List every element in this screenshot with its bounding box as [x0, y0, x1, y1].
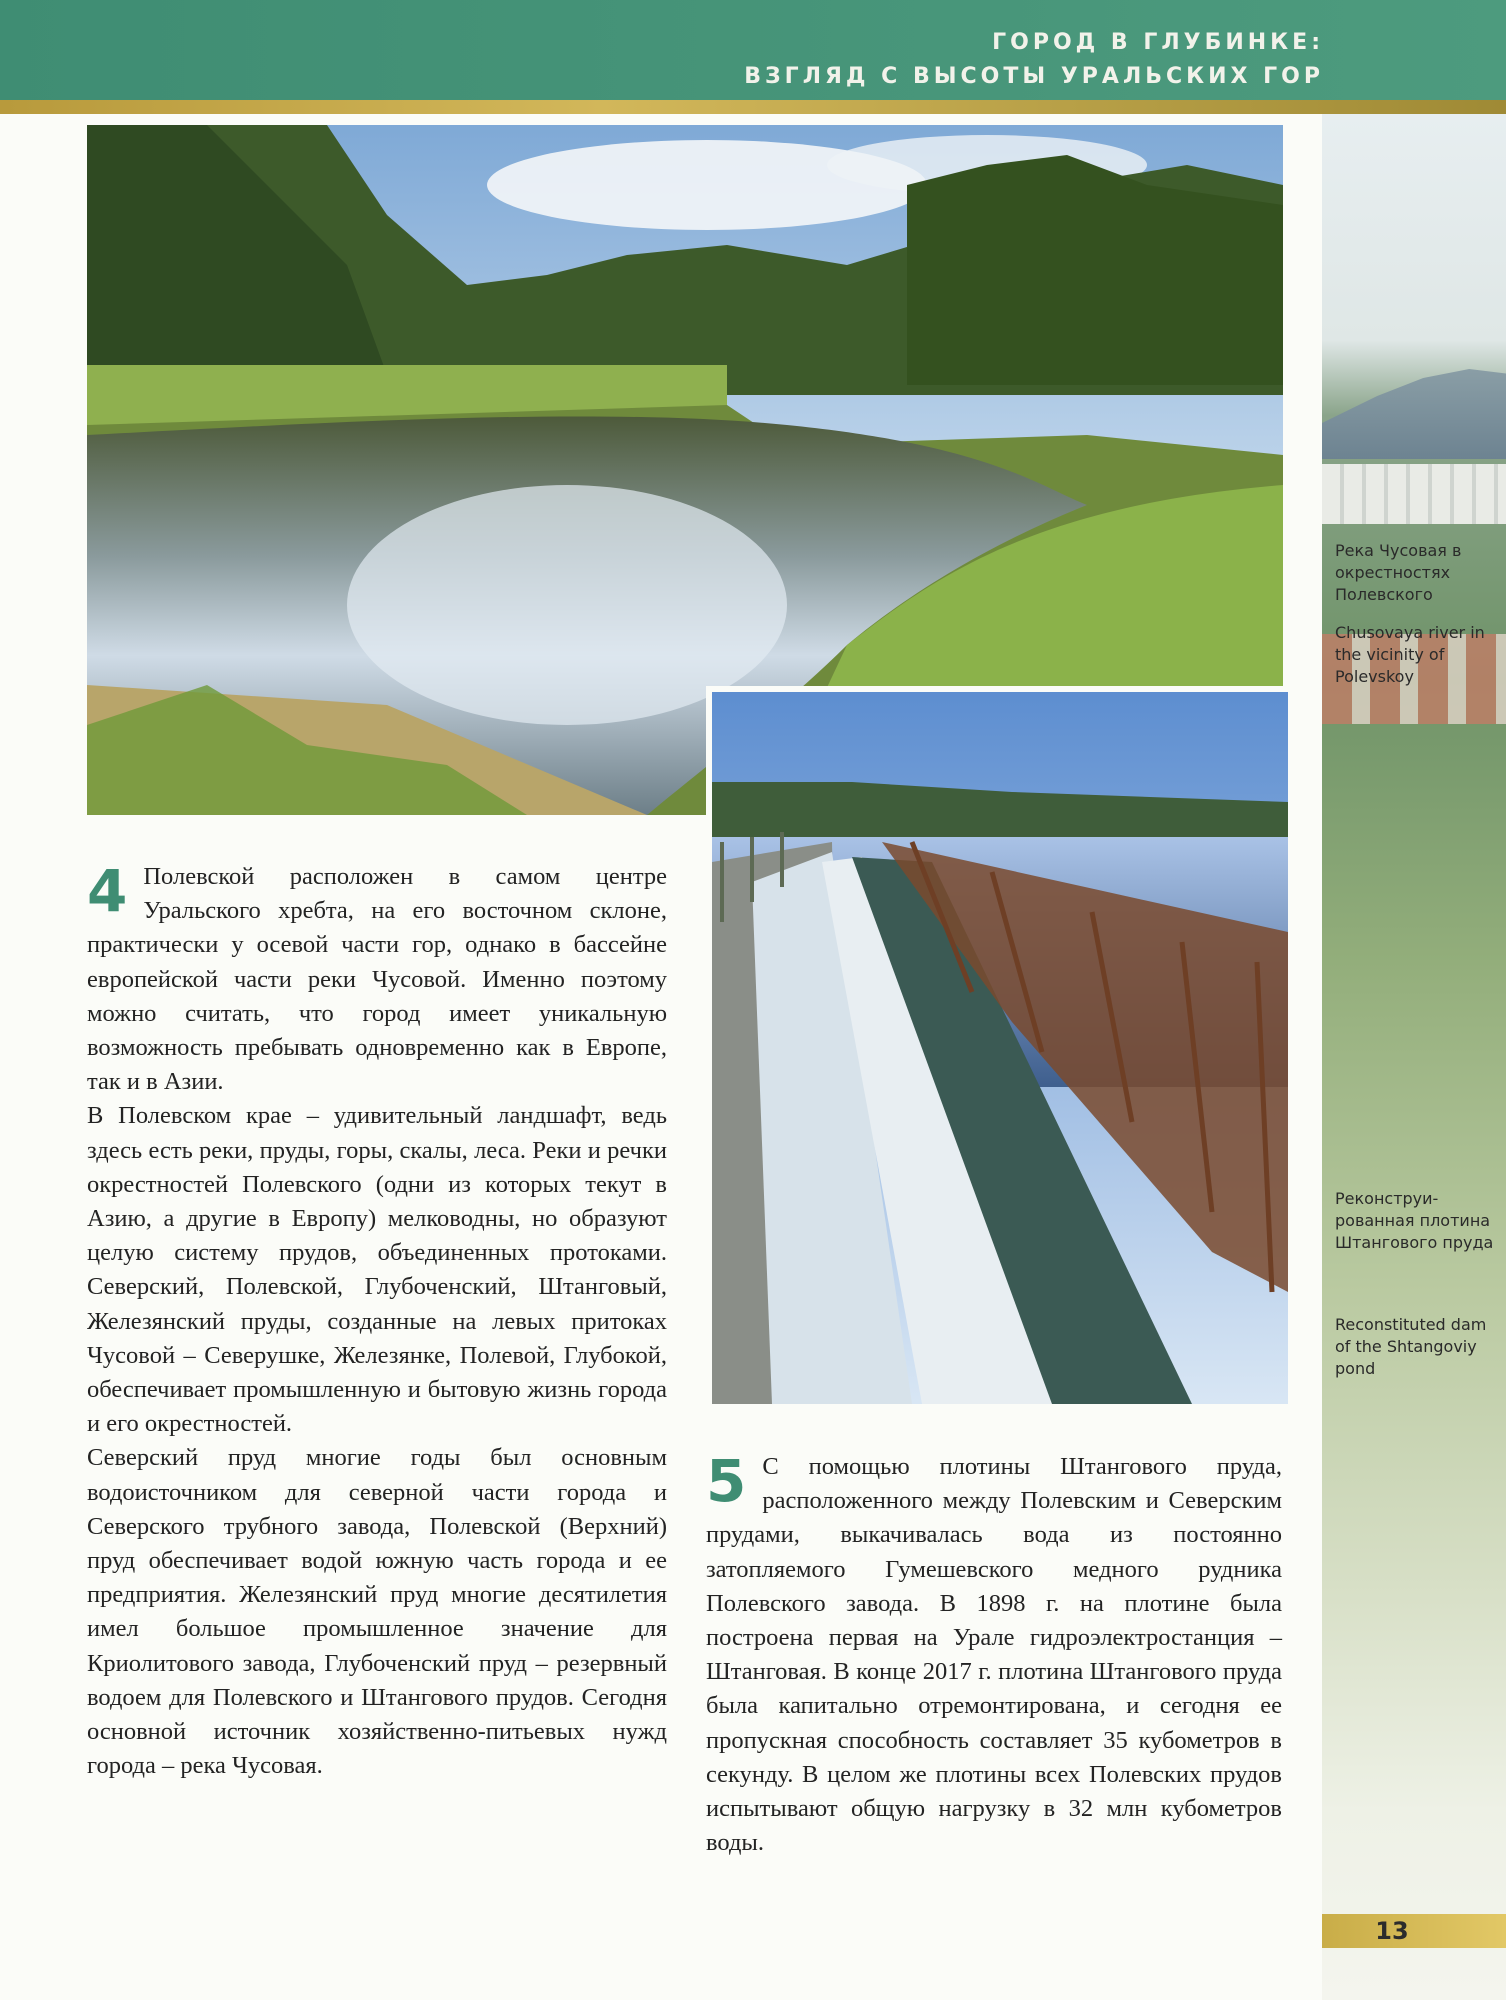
section-5-number: 5 [706, 1447, 747, 1515]
section-5-text [706, 1447, 1282, 1860]
section-4-paragraph-3: Северский пруд многие годы был основным водоисточником для северной части города и Северского трубного завода, Полевской (Верхний) пруд обеспечивает водой южную часть города и ее предприятия. Железянский пруд многие десятилетия имел большое промышленное значение для Криолитового завода, Глубоченский пруд – резервный водоем для Полевского и Штангового прудов. Сегодня основной источник хозяйственно-питьевых нужд города – река Чусовая. [87, 1444, 667, 1780]
section-4-text [87, 857, 667, 1783]
section-5-paragraph-1 [706, 1447, 1282, 1860]
photo-shtangoviy-dam [706, 686, 1288, 1404]
caption-dam-ru: Реконструи-рованная плотина Штангового пруда [1335, 1189, 1494, 1252]
section-4-paragraph-1 [87, 857, 667, 1099]
page-number: 13 [1375, 1917, 1409, 1945]
section-4-paragraph-2: В Полевском крае – удивительный ландшафт, ведь здесь есть реки, пруды, горы, скалы, леса. Реки и речки окрестностей Полевского (одни из которых текут в Азию, а другие в Европу) мелководны, но образуют целую систему прудов, объединенных протоками. Северский, Полевской, Глубоченский, Штанговый, Железянский пруды, созданные на левых притоках Чусовой – Северушке, Железянке, Полевой, Глубокой, обеспечивает промышленную и бытовую жизнь города и его окрестностей. [87, 1102, 667, 1438]
chapter-title [744, 26, 1324, 94]
caption-river-ru: Река Чусовая в окрестностях Полевского [1335, 541, 1462, 604]
caption-river-en: Chusovaya river in the vicinity of Polevskoy [1335, 623, 1485, 686]
chapter-title-line-1: ГОРОД В ГЛУБИНКЕ: [992, 30, 1324, 55]
caption-dam-en: Reconstituted dam of the Shtangoviy pond [1335, 1315, 1487, 1378]
chapter-title-line-2: ВЗГЛЯД С ВЫСОТЫ УРАЛЬСКИХ ГОР [744, 64, 1324, 89]
section-5-paragraph-1-text: С помощью плотины Штангового пруда, расположенного между Полевским и Северским прудами, выкачивалась вода из постоянно затопляемого Гумешевского медного рудника Полевского завода. В 1898 г. на плотине была построена первая на Урале гидроэлектростанция – Штанговая. В конце 2017 г. плотина Штангового пруда была капитально отремонтирована, и сегодня ее пропускная способность составляет 35 кубометров в секунду. В целом же плотины всех Полевских прудов испытывают общую нагрузку в 32 млн кубометров воды. [706, 1453, 1282, 1857]
header-gold-line [0, 100, 1506, 114]
section-4-number: 4 [87, 857, 128, 925]
section-4-paragraph-1-text: Полевской расположен в самом центре Уральского хребта, на его восточном склоне, практически у осевой части гор, однако в бассейне европейской части реки Чусовой. Именно поэтому можно считать, что город имеет уникальную возможность пребывать одновременно как в Европе, так и в Азии. [87, 863, 667, 1096]
sidebar-mountain [1322, 369, 1506, 459]
sidebar-town [1322, 464, 1506, 524]
sidebar-landscape [1322, 114, 1506, 2000]
